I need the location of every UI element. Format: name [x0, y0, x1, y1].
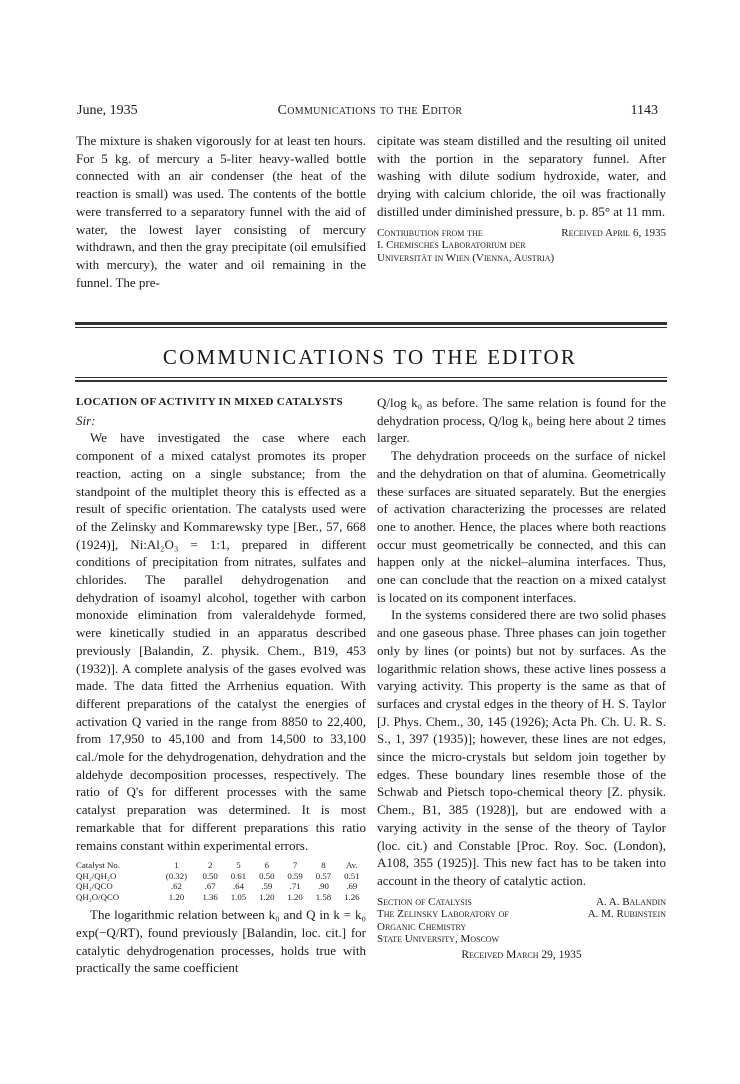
signature-affiliation-line: The Zelinsky Laboratory of	[377, 908, 509, 921]
table-cell: .69	[346, 881, 358, 892]
article-paragraph-4: In the systems considered there are two solid phases and one gaseous phase. Three phases can join together only by lines (or points) but not by surfaces. As the logarithmic relation shows, these active lines possess a varying activity. This property is the same as that of surfaces and crystal edges in the theory of H. S. Taylor [J. Phys. Chem., 30, 145 (1926); Acta Ph. Ch. U. R. S. S., 1, 397 (1935)]; however, these lines are not edges, since the micro-crystals but seldom join together by edges. These boundary lines resemble those of the Schwab and Pietsch topo-chemical theory [Z. physik. Chem., B1, 385 (1928)], but are endowed with a varying activity in the sense of the theory of Taylor (loc. cit.) and Constable [Proc. Roy. Soc. (London), A108, 355 (1925)]. This new fact has to be taken into account in the theory of catalytic action.	[377, 607, 666, 888]
table-cell: .64	[232, 881, 244, 892]
table-cell: 0.57	[315, 870, 332, 881]
table-cell: QH₂/QH₂O	[76, 870, 117, 881]
signature-affiliation-line: Organic Chemistry	[377, 920, 467, 933]
contribution-label: Contribution from the	[377, 226, 483, 239]
section-rule-bottom-thin	[75, 377, 667, 378]
author-name: A. A. Balandin	[595, 895, 666, 908]
author-name: A. M. Rubinstein	[587, 908, 666, 921]
table-row	[76, 871, 366, 882]
table-cell: 0.51	[344, 870, 360, 881]
table-cell: QH₂/QCO	[76, 881, 113, 892]
table-cell: QH₂O/QCO	[76, 891, 120, 902]
preceding-article-left-column	[76, 132, 366, 291]
table-cell: .71	[289, 881, 301, 892]
table-cell: 1.26	[344, 891, 360, 902]
activation-ratio-table	[76, 860, 366, 902]
table-header-cell: 1	[174, 860, 179, 871]
preceding-received-date: Received April 6, 1935	[561, 226, 666, 239]
header-journal-section: Communications to the Editor	[277, 103, 463, 118]
table-header-cell: Catalyst No.	[76, 860, 120, 871]
table-cell: 0.50	[259, 870, 275, 881]
article-signature	[377, 896, 666, 946]
preceding-affiliation	[377, 227, 666, 265]
article-received-date: Received March 29, 1935	[461, 948, 582, 961]
table-cell: 1.20	[287, 891, 303, 902]
table-header-cell: 8	[321, 860, 326, 871]
table-cell: 1.20	[168, 891, 185, 902]
section-rule-bottom-thick	[75, 380, 667, 382]
institution-line-2: Universität in Wien (Vienna, Austria)	[377, 251, 555, 264]
article-left-column	[76, 394, 366, 977]
table-cell: 0.59	[287, 870, 303, 881]
preceding-paragraph-left: The mixture is shaken vigorously for at least ten hours. For 5 kg. of mercury a 5-liter heavy-walled bottle connected with an air condenser (the heat of the reaction is small) was used. The contents of the bottle were transferred to a separatory funnel with the aid of water, the lowest layer consisting of mercury withdrawn, and then the gray precipitate (oil emulsified with mercury), the water and oil remaining in the funnel. The pre-	[76, 133, 366, 290]
article-paragraph-2: The logarithmic relation between k₀ and Q in k = k₀ exp(−Q/RT), found previously [Balandin, loc. cit.] for catalytic dehydrogenation processes, holds true with practically the same coefficient	[76, 907, 366, 976]
table-cell: 1.36	[202, 891, 218, 902]
table-cell: .62	[170, 881, 182, 892]
preceding-article-right-column	[377, 132, 666, 264]
table-row	[76, 892, 366, 903]
table-cell: .59	[261, 881, 273, 892]
article-right-column	[377, 394, 666, 964]
section-rule-top-thin	[75, 327, 667, 328]
preceding-paragraph-right: cipitate was steam distilled and the resulting oil united with the portion in the separatory funnel. After washing with dilute sodium hydroxide, water, and drying with calcium chloride, the oil was fractionally distilled under diminished pressure, b. p. 85° at 11 mm.	[377, 133, 666, 219]
table-header-row	[76, 860, 366, 871]
salutation: Sir:	[76, 412, 96, 428]
article-paragraph-3: The dehydration proceeds on the surface of nickel and the dehydration on that of alumina. Geometrically these surfaces are situated separately. But the energies of activation characterizing the processes are related one to another. Hence, the places where both reactions occur must geometrically be connected, and this can happen only at the nickel–alumina interfaces. Thus, one can conclude that the reaction on a mixed catalyst is located on its component interfaces.	[377, 448, 666, 605]
table-cell: .90	[317, 881, 329, 892]
article-paragraph-2-continued: Q/log k₀ as before. The same relation is found for the dehydration process, Q/log k₀ being here about 2 times larger.	[377, 395, 666, 446]
table-row	[76, 881, 366, 892]
article-title: LOCATION OF ACTIVITY IN MIXED CATALYSTS	[76, 396, 343, 408]
table-header-cell: 2	[207, 860, 213, 871]
table-header-cell: 7	[292, 860, 298, 871]
table-header-cell: 5	[236, 860, 241, 871]
table-cell: 0.61	[230, 870, 247, 881]
table-header-cell: 6	[264, 860, 269, 871]
table-header-cell: Av.	[345, 860, 358, 871]
signature-affiliation-line: State University, Moscow	[377, 933, 500, 946]
table-cell: 1.05	[230, 891, 247, 902]
institution-line-1: I. Chemisches Laboratorium der	[377, 239, 526, 252]
table-cell: (0.32)	[165, 870, 188, 881]
table-cell: 1.58	[315, 891, 332, 902]
article-paragraph-1: We have investigated the case where each component of a mixed catalyst promotes its proper reaction, acting on a single substance; from the standpoint of the multiplet theory this is effected as a result of specific orientation. The catalysts used were of the Zelinsky and Kommarewsky type [Ber., 57, 668 (1924)], Ni:Al₂O₃ = 1:1, prepared in different conditions of precipitation from nitrates, sulfates and chlorides. The parallel dehydrogenation and dehydration of isoamyl alcohol, together with carbon monoxide elimination from valeraldehyde formed, were kinetically studied in an apparatus described previously [Balandin, Z. physik. Chem., B19, 453 (1932)]. A complete analysis of the gases evolved was made. The data fitted the Arrhenius equation. With different preparations of the catalyst the energies of activation Q varied in the range from 8850 to 22,400, from 17,950 to 45,100 and from 14,500 to 33,100 cal./mole for the dehydrogenation, dehydration and the aldehyde decomposition processes, respectively. The ratio of Q's for different processes with the same catalyst preparation was determined. It is most remarkable that for different preparations this ratio remains constant within experimental errors.	[76, 430, 366, 853]
signature-affiliation-line: Section of Catalysis	[377, 895, 472, 908]
table-cell: 0.50	[202, 870, 218, 881]
section-rule-top-thick	[75, 322, 667, 325]
table-cell: .67	[204, 881, 216, 892]
header-date: June, 1935	[77, 103, 138, 118]
section-title: COMMUNICATIONS TO THE EDITOR	[162, 345, 578, 369]
table-cell: 1.20	[259, 891, 275, 902]
page-number: 1143	[630, 103, 658, 118]
